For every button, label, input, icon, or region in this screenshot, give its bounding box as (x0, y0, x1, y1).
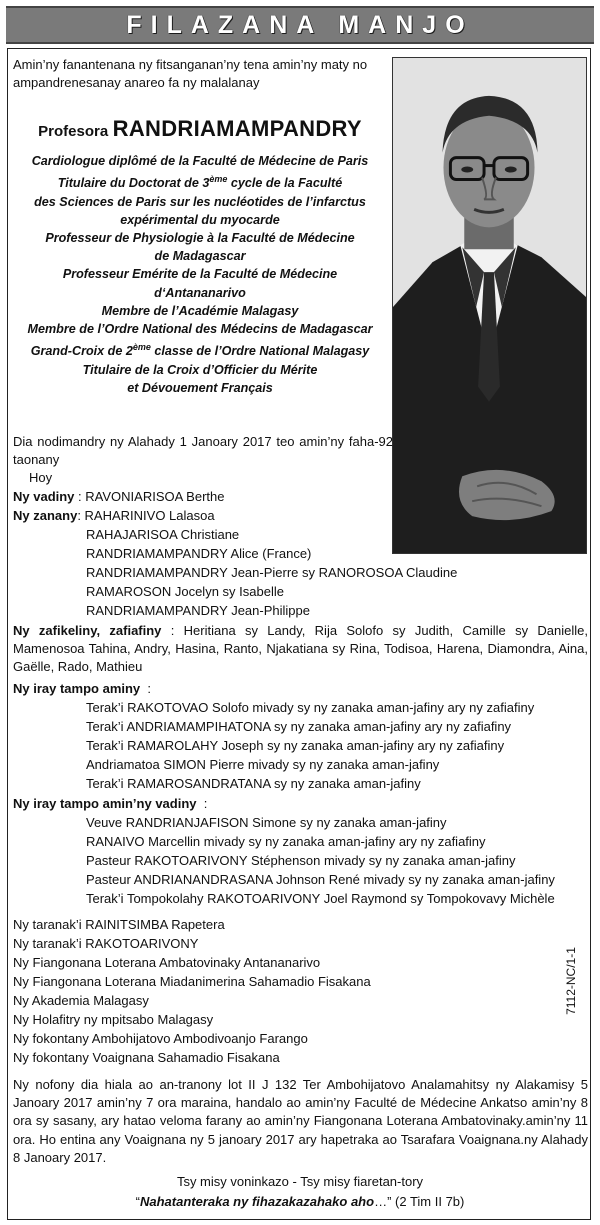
child-item: RAHAJARISOA Christiane (86, 527, 240, 542)
credential-text: classe de l’Ordre National Malagasy (150, 344, 370, 359)
reference-code-text: 7112-NC/1-1 (564, 947, 578, 1015)
siblings-heading (13, 680, 151, 698)
child-item: RANDRIAMAMPANDRY Alice (France) (86, 546, 312, 561)
spouse-sibling-item: Pasteur RAKOTOARIVONY Stéphenson mivady sy ny zanaka aman-jafiny (86, 853, 516, 868)
community-item: Ny Holafitry ny mpitsabo Malagasy (13, 1012, 214, 1027)
child-item: RANDRIAMAMPANDRY Jean-Pierre sy RANOROSOA Claudine (86, 565, 458, 580)
spouse-sibling-item: RANAIVO Marcellin mivady sy ny zanaka aman-jafiny ary ny zafiafiny (86, 834, 486, 849)
verse-open-quote: “ (135, 1194, 140, 1209)
credential-line: Membre de l’Ordre National des Médecins de Madagascar (27, 322, 373, 337)
spouse-value: : RAVONIARISOA Berthe (78, 489, 225, 504)
credential-line: et Dévouement Français (127, 380, 273, 395)
sibling-item: Terak’i RAKOTOVAO Solofo mivady sy ny zanaka aman-jafiny ary ny zafiafiny (86, 700, 535, 715)
spouse-siblings-heading (13, 795, 207, 813)
child-item: RANDRIAMAMPANDRY Jean-Philippe (86, 603, 310, 618)
spouse-label: Ny vadiny (13, 489, 75, 504)
credential-line: expérimental du myocarde (120, 212, 280, 227)
children-first: : RAHARINIVO Lalasoa (77, 508, 215, 523)
sibling-item: Terak’i RAMAROLAHY Joseph sy ny zanaka aman-jafiny ary ny zafiafiny (86, 738, 505, 753)
credentials-list (0, 152, 400, 397)
notice-banner (6, 6, 594, 44)
credential-text: Grand-Croix de 2 (30, 344, 133, 359)
community-item: Ny Akademia Malagasy (13, 993, 149, 1008)
spouse-siblings-label: Ny iray tampo amin’ny vadiny (13, 796, 197, 811)
credential-line: Professeur de Physiologie à la Faculté de Médecine (45, 231, 355, 245)
deceased-title: Profesora (38, 123, 109, 140)
credential-text: cycle de la Faculté (227, 176, 343, 191)
siblings-label: Ny iray tampo aminy (13, 681, 141, 696)
community-item: Ny Fiangonana Loterana Miadanimerina Sahamadio Fisakana (13, 974, 371, 989)
children-line (13, 507, 215, 525)
portrait-illustration (393, 58, 586, 553)
community-item: Ny Fiangonana Loterana Ambatovinaky Antananarivo (13, 955, 321, 970)
credential-line: Titulaire de la Croix d’Officier du Mérite (82, 362, 318, 377)
deceased-name (0, 116, 400, 142)
spouse-sibling-item: Veuve RANDRIANJAFISON Simone sy ny zanaka aman-jafiny (86, 815, 447, 830)
family-item: Ny taranak’i RAKOTOARIVONY (13, 936, 199, 951)
grandchildren-label: Ny zafikeliny, zafiafiny (13, 623, 162, 638)
spouse-siblings-colon: : (203, 796, 208, 811)
community-item: Ny fokontany Ambohijatovo Ambodivoanjo Farango (13, 1031, 308, 1046)
verse-reference: …” (2 Tim II 7b) (374, 1194, 465, 1209)
family-item: Ny taranak’i RAINITSIMBA Rapetera (13, 917, 225, 932)
credential-superscript: ème (209, 174, 228, 185)
death-notice-text: Dia nodimandry ny Alahady 1 Janoary 2017 teo amin’ny faha-92 taonany (13, 434, 393, 468)
community-item: Ny fokontany Voaignana Sahamadio Fisakana (13, 1050, 280, 1065)
credential-superscript: ème (132, 342, 151, 353)
banner-title: FILAZANA MANJO (126, 10, 474, 39)
siblings-colon: : (147, 681, 152, 696)
deceased-surname: RANDRIAMAMPANDRY (112, 116, 362, 141)
spouse-sibling-item: Terak’i Tompokolahy RAKOTOARIVONY Joel Raymond sy Tompokovavy Michèle (86, 891, 555, 906)
grandchildren-value: : Heritiana sy Landy, Rija Solofo sy Judith, Camille sy Danielle, Mamenosoa Tahina, Andry, Hasina, Ranto, Njakatiana sy Rina, Todisoa, Harena, Diamondra, Aina, Gaëlle, Rado, Mathieu (13, 623, 588, 675)
spouse-line (13, 488, 224, 506)
credential-line: Professeur Emérite de la Faculté de Médecine (62, 267, 338, 282)
closing-line: Tsy misy voninkazo - Tsy misy fiaretan-tory (176, 1174, 424, 1189)
death-notice-end: Hoy (29, 470, 53, 486)
child-item: RAMAROSON Jocelyn sy Isabelle (86, 584, 284, 599)
credential-text: Titulaire du Doctorat de 3 (57, 176, 210, 191)
funeral-paragraph: Ny nofony dia hiala ao an-tranony lot II J 132 Ter Ambohijatovo Analamahitsy ny Alakamisy 5 Janoary 2017 amin’ny 7 ora maraina, handalo ao amin’ny Faculté de Médecine Ankatso amin’ny 8 ora sy sasany, ary hatao veloma farany ao amin’ny Fiangonana Loterana Ambatovinaky.amin’ny 11 ora. Ho entina any Voaignana ny 5 janoary 2017 ary hapetraka ao Tsarafara Voaignana.ny Alahady 8 Janoary 2017. (13, 1077, 588, 1165)
intro-text: Amin’ny fanantenana ny fitsanganan’ny tena amin’ny maty no ampandrenesanay anareo fa ny malalanay (13, 57, 368, 90)
credential-line: d‘Antananarivo (154, 285, 246, 300)
children-label: Ny zanany (13, 508, 78, 523)
grandchildren-paragraph (13, 622, 588, 677)
sibling-item: Andriamatoa SIMON Pierre mivady sy ny zanaka aman-jafiny (86, 757, 440, 772)
sibling-item: Terak’i RAMAROSANDRATANA sy ny zanaka aman-jafiny (86, 776, 421, 791)
credential-line (0, 170, 400, 192)
credential-line: des Sciences de Paris sur les nucléotides de l’infarctus (34, 194, 366, 209)
credential-line: de Madagascar (154, 249, 246, 264)
credential-line (0, 338, 400, 360)
spouse-sibling-item: Pasteur ANDRIANANDRASANA Johnson René mivady sy ny zanaka aman-jafiny (86, 872, 555, 887)
bible-verse (0, 1193, 600, 1211)
sibling-item: Terak’i ANDRIAMAMPIHATONA sy ny zanaka aman-jafiny ary ny zafiafiny (86, 719, 512, 734)
credential-line: Membre de l’Académie Malagasy (101, 303, 299, 318)
death-notice (13, 433, 393, 488)
verse-text: Nahatanteraka ny fihazakazahako aho (139, 1194, 375, 1209)
portrait-photo (392, 57, 587, 554)
reference-code (556, 936, 586, 1026)
credential-line: Cardiologue diplômé de la Faculté de Médecine de Paris (31, 154, 369, 168)
